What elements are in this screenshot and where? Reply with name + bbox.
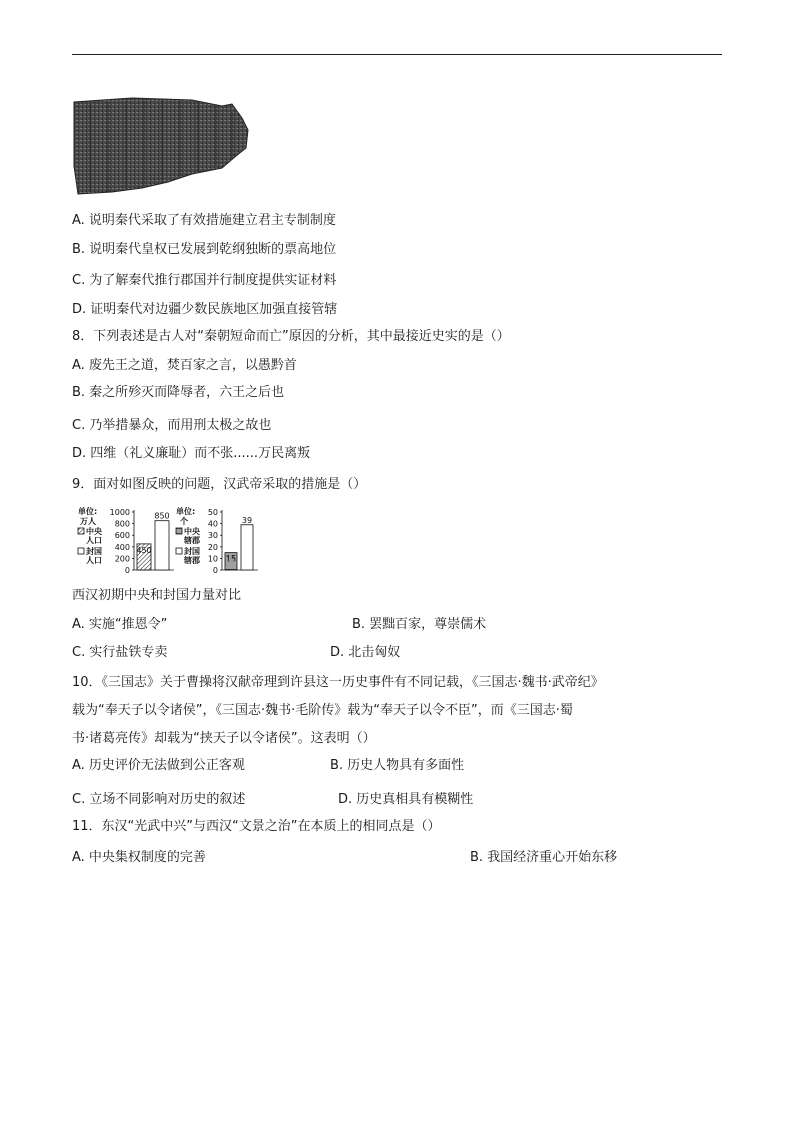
chart1-legend-fief-1: 封国 (86, 547, 102, 556)
chart1-unit-label-1: 单位: (78, 507, 98, 516)
chart2-label-fief: 39 (241, 515, 253, 525)
q9-option-c: C. 实行盐铁专卖 (72, 645, 168, 660)
chart1-legend-central-2: 人口 (86, 536, 102, 545)
chart1-ytick-3: 600 (114, 531, 130, 541)
q8-option-a: A. 废先王之道，焚百家之言，以愚黔首 (72, 358, 297, 373)
chart1-label-central: 450 (136, 545, 152, 555)
q10-stem-line-1: 10．《三国志》关于曹操将汉献帝理到许县这一历史事件有不同记载，《三国志·魏书·武帝纪》 (72, 675, 604, 690)
q9-stem: 9．面对如图反映的问题，汉武帝采取的措施是（） (72, 477, 367, 492)
q7-option-d: D. 证明秦代对边疆少数民族地区加强直接管辖 (72, 302, 338, 317)
chart2-ytick-1: 10 (207, 554, 218, 564)
chart1-legend-fief-2: 人口 (86, 556, 102, 565)
q8-option-c: C. 乃举措暴众，而用刑太极之故也 (72, 418, 272, 433)
q10-option-c: C. 立场不同影响对历史的叙述 (72, 792, 246, 807)
chart1-ytick-5: 1000 (109, 508, 130, 517)
chart2-label-central: 15 (225, 554, 237, 564)
q8-option-b: B. 秦之所殄灭而降辱者，六王之后也 (72, 385, 285, 400)
chart1-legend-swatch-fief (78, 548, 84, 554)
q9-option-a: A. 实施“推恩令” (72, 617, 168, 632)
bamboo-slip-image (72, 96, 250, 196)
chart-commanderies (176, 506, 258, 575)
q9-caption: 西汉初期中央和封国力量对比 (72, 588, 242, 603)
chart1-ytick-1: 200 (114, 554, 130, 564)
q9-option-b: B. 罢黜百家，尊崇儒术 (352, 617, 487, 632)
chart2-bar-fief (241, 525, 253, 570)
q10-stem-line-2: 载为“奉天子以令诸侯”，《三国志·魏书·毛阶传》载为“奉天子以令不臣”，而《三国志·蜀 (72, 703, 573, 718)
chart2-legend-central-2: 辖郡 (184, 536, 200, 545)
q11-option-a: A. 中央集权制度的完善 (72, 850, 206, 865)
chart2-unit-label-2: 个 (180, 517, 188, 526)
q11-option-b: B. 我国经济重心开始东移 (470, 850, 618, 865)
chart2-legend-fief-2: 辖郡 (184, 556, 200, 565)
chart1-legend-central-1: 中央 (86, 527, 102, 536)
chart2-legend-fief-1: 封国 (184, 547, 200, 556)
q10-option-a: A. 历史评价无法做到公正客观 (72, 758, 245, 773)
chart1-bar-fief (155, 521, 169, 570)
chart2-legend-swatch-fief (176, 548, 182, 554)
chart2-ytick-4: 40 (207, 519, 218, 529)
chart2-legend-swatch-central (176, 528, 182, 534)
chart2-ytick-2: 20 (207, 542, 218, 552)
chart1-unit-label-2: 万人 (80, 517, 96, 526)
chart1-ytick-0: 0 (124, 566, 130, 575)
chart2-ytick-3: 30 (207, 531, 218, 541)
chart1-legend-swatch-central (78, 528, 84, 534)
chart1-ytick-2: 400 (114, 542, 130, 552)
q9-option-d: D. 北击匈奴 (330, 645, 401, 660)
chart-population (78, 506, 174, 575)
q7-option-b: B. 说明秦代皇权已发展到乾纲独断的票高地位 (72, 242, 337, 257)
chart1-ytick-4: 800 (114, 519, 130, 529)
q10-stem-line-3: 书·诸葛亮传》却载为“挟天子以令诸侯”。这表明（） (72, 731, 376, 746)
q11-stem: 11．东汉“光武中兴”与西汉“文景之治”在本质上的相同点是（） (72, 819, 441, 834)
chart2-ytick-0: 0 (212, 566, 218, 575)
header-rule (72, 54, 722, 55)
chart1-label-fief: 850 (154, 511, 170, 521)
q8-stem: 8．下列表述是古人对“秦朝短命而亡”原因的分析，其中最接近史实的是（） (72, 329, 510, 344)
q9-bar-chart (72, 506, 272, 576)
chart2-unit-label-1: 单位: (176, 507, 196, 516)
q7-option-a: A. 说明秦代采取了有效措施建立君主专制制度 (72, 213, 336, 228)
chart2-legend-central-1: 中央 (184, 527, 200, 536)
q8-option-d: D. 四维（礼义廉耻）而不张......万民离叛 (72, 446, 311, 461)
q7-option-c: C. 为了解秦代推行郡国并行制度提供实证材料 (72, 273, 337, 288)
chart2-ytick-5: 50 (207, 508, 218, 517)
q10-option-b: B. 历史人物具有多面性 (330, 758, 465, 773)
q10-option-d: D. 历史真相具有模糊性 (338, 792, 474, 807)
